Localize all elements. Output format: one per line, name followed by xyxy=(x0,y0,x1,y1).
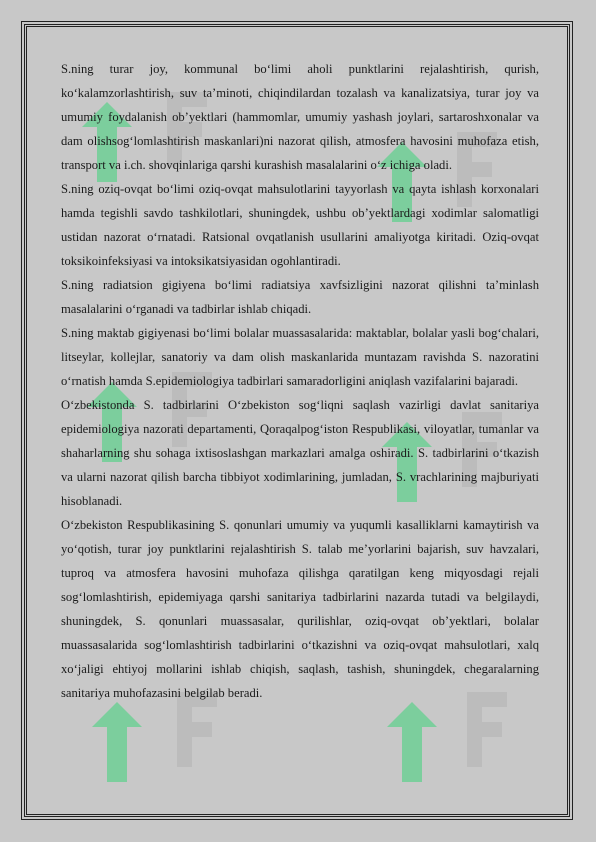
paragraph-school: S.ning maktab gigiyenasi bo‘limi bolalar muassasalarida: maktablar, bolalar yasli bog‘chalari, litseylar, kollejlar, sanatoriy va dam olish maskanlarida muntazam ravishda S. nazoratini o‘rnatish hamda S.epidemiologiya tadbirlari samaradorligini aniqlash vazifalarini bajaradi. xyxy=(61,326,539,388)
paragraph-radiation: S.ning radiatsion gigiyena bo‘limi radiatsiya xavfsizligini nazorat qilishni ta’minlash masalalarini o‘rganadi va tadbirlar ishlab chiqadi. xyxy=(61,278,539,316)
document-body xyxy=(61,57,539,705)
paragraph-sanitary-laws: O‘zbekiston Respublikasining S. qonunlari umumiy va yuqumli kasalliklarni kamaytirish va yo‘qotish, turar joy punktlarini rejalashtirish S. talab me’yorlarini bajarish, suv havzalari, tuproq va atmosfera havosini muhofaza qilishga qaratilgan keng miqyosdagi rejali sog‘lomlashtirish, epidemiyaga qarshi sanitariya tadbirlarini nazarda tutadi va belgilaydi, shuningdek, S. qonunlari muassasalar, qurilishlar, oziq-ovqat ob’yektlari, bolalar muassasalarida sog‘lomlashtirish tadbirlarini o‘tkazishni va oziq-ovqat mahsulotlari, xalq xo‘jaligi ehtiyoj mollarini ishlab chiqish, saqlash, tashish, shuningdek, chegaralarning sanitariya muhofazasini belgilab beradi. xyxy=(61,518,539,700)
paragraph-communal: S.ning turar joy, kommunal bo‘limi aholi punktlarini rejalashtirish, qurish, ko‘kalamzorlashtirish, suv ta’minoti, chiqindilardan tozalash va kanalizatsiya, turar joy va umumiy foydalanish ob’yektlari (hammomlar, umumiy yashash joylari, sartaroshxonalar va dam olishsog‘lomlashtirish maskanlari)ni nazorat qilish, atmosfera havosini muhofaza etish, transport va i.ch. shovqinlariga qarshi kurashish masalalarini o‘z ichiga oladi. xyxy=(61,62,539,172)
watermark-logo-icon xyxy=(382,697,442,787)
document-page xyxy=(24,24,570,817)
paragraph-uzbekistan-agencies: O‘zbekistonda S. tadbirlarini O‘zbekiston sog‘liqni saqlash vazirligi davlat sanitariya epidemiologiya nazorati departamenti, Qoraqalpog‘iston Respublikasi, viloyatlar, tumanlar va shaharlarning shu sohaga ixtisoslashgan markazlari amalga oshiradi. S. tadbirlarini o‘tkazish va ularni nazorat qilish barcha tibbiyot xodimlarining, jumladan, S. vrachlarining majburiyati hisoblanadi. xyxy=(61,398,539,508)
paragraph-food: S.ning oziq-ovqat bo‘limi oziq-ovqat mahsulotlarini tayyorlash va qayta ishlash korxonalari hamda tegishli savdo tashkilotlari, shuningdek, ushbu ob’yektlardagi xodimlar salomatligi ustidan nazorat o‘rnatadi. Ratsional ovqatlanish usullarini amaliyotga kiritadi. Oziq-ovqat toksikoinfeksiyasi va intoksikatsiyasidan ogohlantiradi. xyxy=(61,182,539,268)
watermark-logo-icon xyxy=(87,697,147,787)
